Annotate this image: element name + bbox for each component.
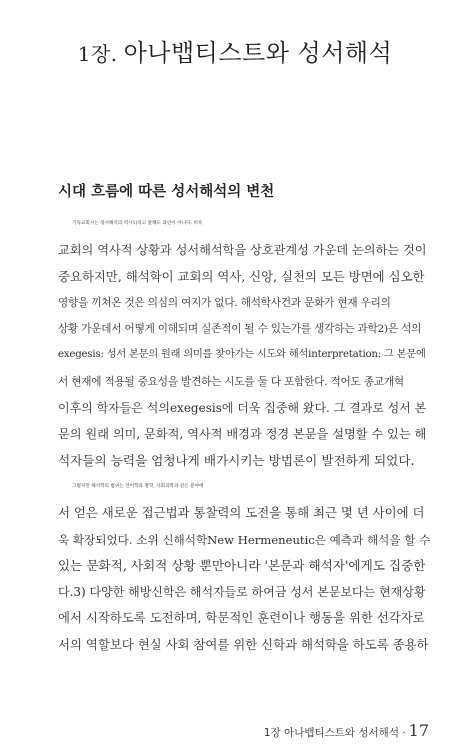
paragraph-line: 기독교회사는 성서해석의 역사1)라고 말해도 과언이 아니다. 비록	[72, 221, 203, 226]
chapter-title-text: 아나뱁티스트와 성서해석	[123, 39, 393, 67]
chapter-title	[0, 33, 470, 68]
page-footer	[264, 721, 429, 740]
paragraph-line: 그렇지만 해석학의 범위는 언어학과 철학, 사회과학과 같은 분야에	[72, 483, 204, 489]
paragraph-line: 서의 역할보다 현실 사회 참여를 위한 신학과 해석학을 하도록 종용하	[58, 636, 429, 652]
paragraph-line: 다.3) 다양한 해방신학은 해석자들로 하여금 성서 본문보다는 현재상황	[58, 585, 426, 600]
paragraph-line: 욱 확장되었다. 소위 신해석학New Hermeneutic은 예측과 해석을 할 수	[58, 532, 431, 547]
paragraph-line: 중요하지만, 해석학이 교회의 역사, 신앙, 실천의 모든 방면에 심오한	[58, 268, 425, 284]
paragraph-line: 상황 가운데서 어떻게 이해되며 실존적이 될 수 있는가를 생각하는 과학2)은 석의	[58, 323, 422, 336]
paragraph-line: 석자들의 능력을 엄청나게 배가시키는 방법론이 발전하게 되었다.	[58, 452, 415, 468]
paragraph-line: 서 현재에 적용될 중요성을 발견하는 시도를 둘 다 포함한다. 적어도 종교개혁	[58, 375, 404, 388]
paragraph-line: 서 얻은 새로운 접근법과 통찰력의 도전을 통해 최근 몇 년 사이에 더	[58, 505, 425, 521]
paragraph-line: 에서 시작하도록 도전하며, 학문적인 훈련이나 행동을 위한 선각자로	[58, 610, 425, 626]
chapter-number: 1장.	[77, 42, 118, 66]
paragraph-line: 문의 원래 의미, 문화적, 역사적 배경과 정경 본문을 설명할 수 있는 해	[58, 427, 427, 442]
paragraph-line: 교회의 역사적 상황과 성서해석학을 상호관계성 가운데 논의하는 것이	[58, 243, 427, 258]
body-text	[58, 211, 430, 658]
paragraph-line: 있는 문화적, 사회적 상황 뿐만아니라 '본문과 해석자'에게도 집중한	[58, 557, 426, 573]
section-heading: 시대 흐름에 따른 성서해석의 변천	[58, 184, 275, 200]
paragraph-line: exegesis: 성서 본문의 원래 의미를 찾아가는 시도와 해석interpretation: 그 본문에	[58, 349, 426, 361]
running-head: 1장 아나뱁티스트와 성서해석 ·	[263, 727, 406, 739]
paragraph-line: 영향을 끼쳐온 것은 의심의 여지가 없다. 해석학사건과 문화가 현재 우리의	[58, 296, 391, 309]
paragraph-line: 이후의 학자들은 석의exegesis에 더욱 집중해 왔다. 그 결과로 성서 본	[58, 401, 427, 416]
page-number: 17	[408, 721, 429, 740]
